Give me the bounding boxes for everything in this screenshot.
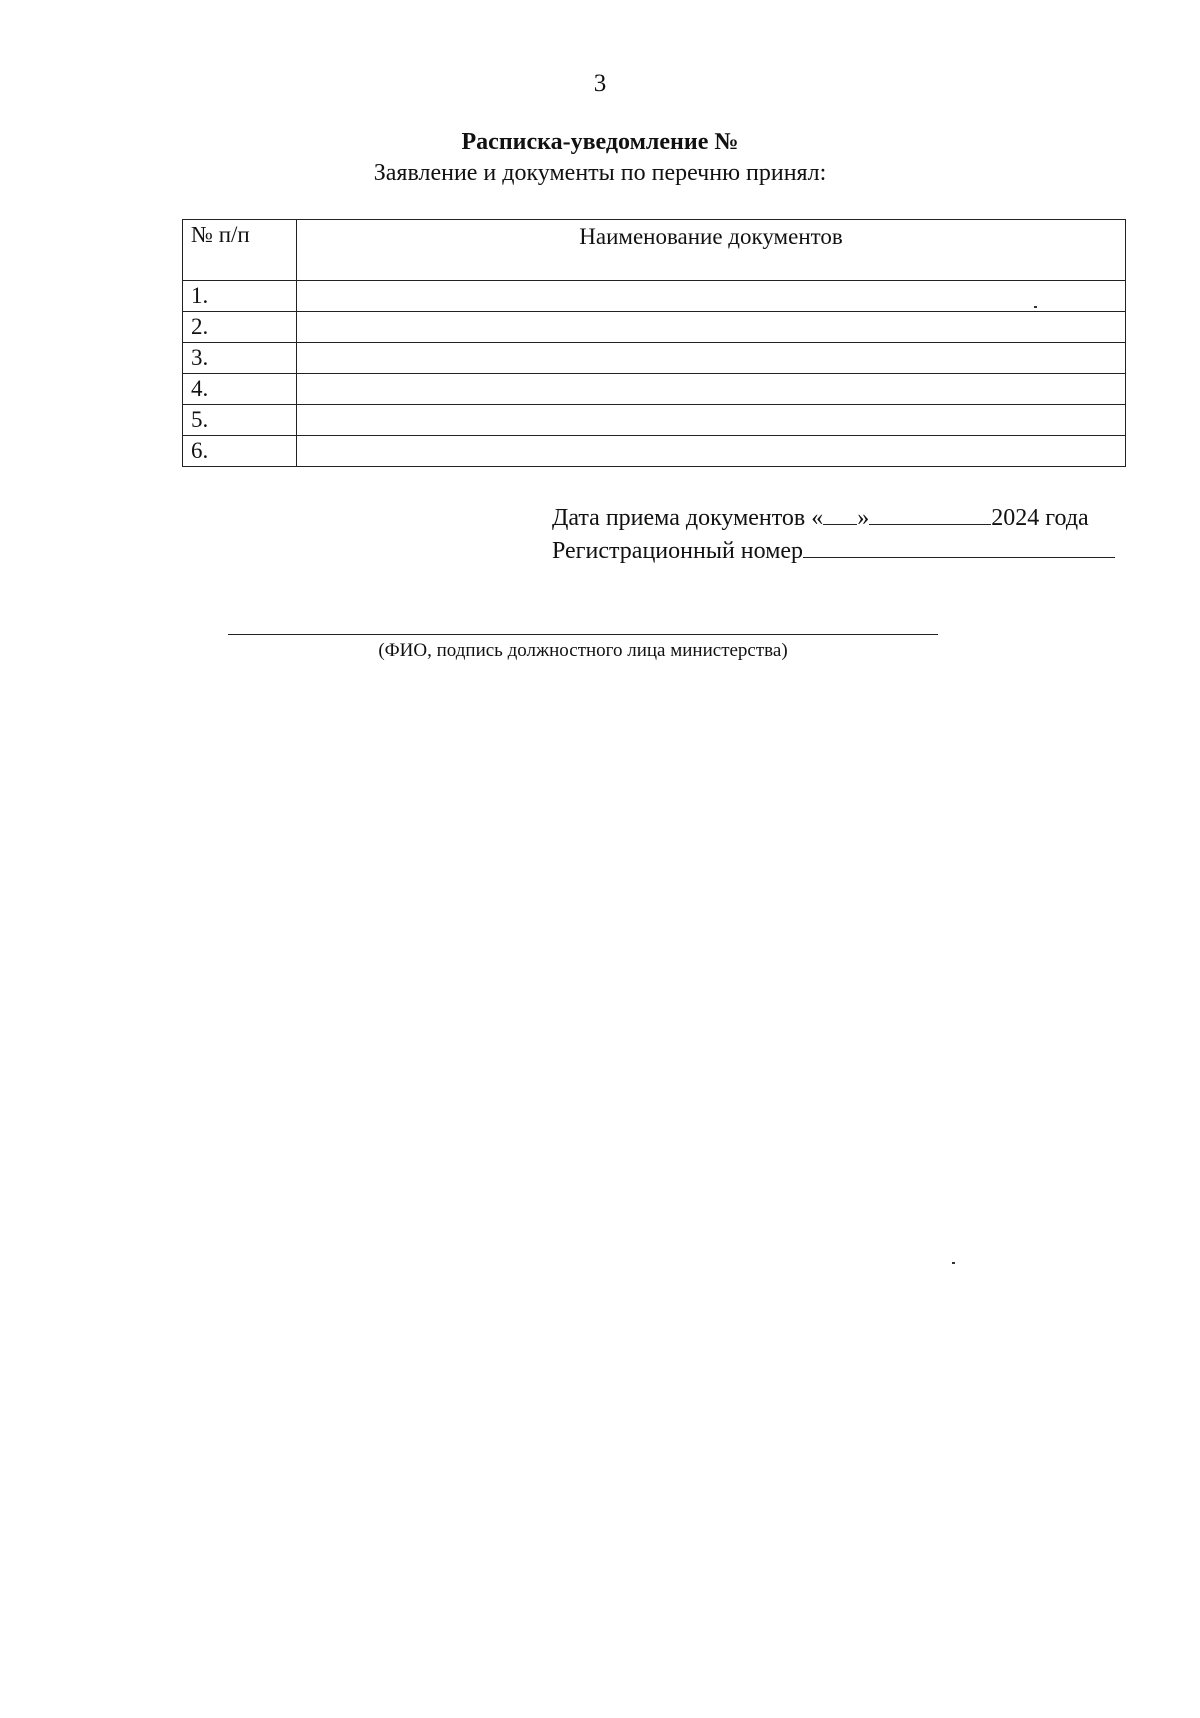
document-subtitle: Заявление и документы по перечню принял: <box>373 160 827 186</box>
document-title: Расписка-уведомление № <box>461 129 739 155</box>
row-number: 3. <box>183 343 297 374</box>
day-blank[interactable] <box>823 502 857 525</box>
registration-label: Регистрационный номер <box>552 538 804 564</box>
date-mid-quote: » <box>857 505 870 531</box>
column-header-name: Наименование документов <box>297 220 1126 281</box>
table-row <box>183 343 1126 374</box>
table-row <box>183 281 1126 312</box>
row-number: 1. <box>183 281 297 312</box>
scan-speck <box>952 1262 955 1264</box>
signature-line[interactable] <box>228 634 938 635</box>
date-label: Дата приема документов « <box>552 505 824 531</box>
row-document-name[interactable] <box>297 343 1126 374</box>
row-number: 2. <box>183 312 297 343</box>
page-number: 3 <box>593 70 607 97</box>
row-number: 5. <box>183 405 297 436</box>
documents-table <box>182 219 1126 467</box>
table-row <box>183 312 1126 343</box>
row-document-name[interactable] <box>297 312 1126 343</box>
registration-number-line <box>552 535 1115 565</box>
date-year: 2024 года <box>991 505 1089 531</box>
row-number: 4. <box>183 374 297 405</box>
column-header-number: № п/п <box>183 220 297 281</box>
date-of-receipt-line <box>552 502 1089 532</box>
row-document-name[interactable] <box>297 436 1126 467</box>
table-row <box>183 436 1126 467</box>
signature-caption: (ФИО, подпись должностного лица министерства) <box>378 640 788 661</box>
registration-number-blank[interactable] <box>803 535 1115 558</box>
table-header-row <box>183 220 1126 281</box>
row-document-name[interactable] <box>297 281 1126 312</box>
row-number: 6. <box>183 436 297 467</box>
table-row <box>183 374 1126 405</box>
month-blank[interactable] <box>869 502 991 525</box>
row-document-name[interactable] <box>297 405 1126 436</box>
table-row <box>183 405 1126 436</box>
row-document-name[interactable] <box>297 374 1126 405</box>
scan-speck <box>1034 306 1037 308</box>
